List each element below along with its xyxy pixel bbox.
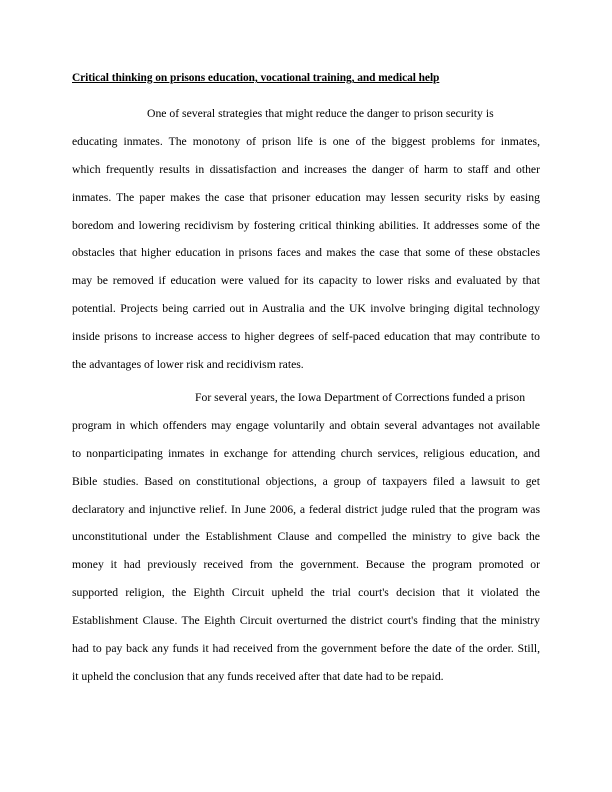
paragraph-2-line: For several years, the Iowa Department of Corrections funded a prison bbox=[195, 391, 526, 404]
paragraph-2 bbox=[72, 391, 540, 698]
paragraph-1-line: inmates. The paper makes the case that prisoner education may lessen security risks by easing bbox=[72, 190, 540, 204]
paragraph-2-line: it upheld the conclusion that any funds received after that date had to be repaid. bbox=[72, 669, 444, 683]
paragraph-2-line: had to pay back any funds it had received from the government before the date of the order. Still, bbox=[72, 642, 540, 656]
paragraph-1-line: inside prisons to increase access to higher degrees of self-paced education that may contribute to bbox=[72, 330, 540, 344]
paragraph-2-line: supported religion, the Eighth Circuit upheld the trial court's decision that it violated the bbox=[72, 586, 540, 600]
paragraph-2-line: Bible studies. Based on constitutional objections, a group of taxpayers filed a lawsuit to get bbox=[72, 474, 540, 488]
paragraph-1-line: may be removed if education were valued for its capacity to lower risks and evaluated by that bbox=[72, 274, 540, 288]
paragraph-1-line: One of several strategies that might reduce the danger to prison security is bbox=[147, 107, 494, 120]
document-title: Critical thinking on prisons education, vocational training, and medical help bbox=[72, 72, 440, 84]
paragraph-1-line: potential. Projects being carried out in Australia and the UK involve bringing digital technology bbox=[72, 302, 540, 316]
paragraph-2-line: to nonparticipating inmates in exchange for attending church services, religious education, and bbox=[72, 446, 540, 460]
paragraph-1-line: the advantages of lower risk and recidivism rates. bbox=[72, 358, 304, 372]
paragraph-1-line: educating inmates. The monotony of prison life is one of the biggest problems for inmates, bbox=[72, 134, 540, 148]
paragraph-2-line: Establishment Clause. The Eighth Circuit overturned the district court's finding that the ministry bbox=[72, 614, 540, 628]
paragraph-1-line: which frequently results in dissatisfaction and increases the danger of harm to staff and other bbox=[72, 162, 540, 176]
paragraph-1 bbox=[72, 107, 540, 386]
paragraph-2-line: money it had previously received from the government. Because the program promoted or bbox=[72, 558, 540, 572]
paragraph-1-line: boredom and lowering recidivism by fostering critical thinking abilities. It addresses some of the bbox=[72, 218, 540, 232]
paragraph-2-line: program in which offenders may engage voluntarily and obtain several advantages not available bbox=[72, 418, 540, 432]
paragraph-2-line: unconstitutional under the Establishment Clause and compelled the ministry to give back the bbox=[72, 530, 540, 544]
paragraph-2-line: declaratory and injunctive relief. In June 2006, a federal district judge ruled that the program was bbox=[72, 502, 540, 516]
paragraph-1-line: obstacles that higher education in prisons faces and makes the case that some of these obstacles bbox=[72, 246, 540, 260]
